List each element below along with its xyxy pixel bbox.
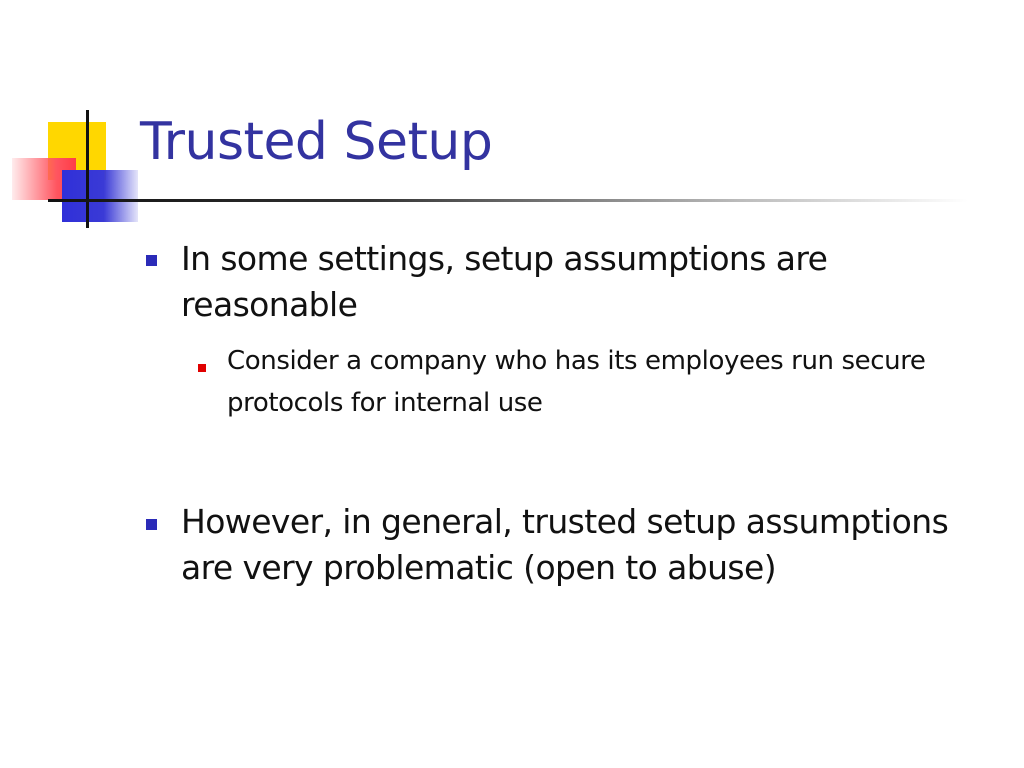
sub-bullet-1-icon <box>198 364 206 372</box>
bullet-2-icon <box>146 519 157 530</box>
bullet-2-text: However, in general, trusted setup assumptions are very problematic (open to abuse) <box>181 502 949 587</box>
bullet-1-icon <box>146 255 157 266</box>
sub-bullet-1-text: Consider a company who has its employees run secure protocols for internal use <box>227 346 926 418</box>
bullet-1-text: In some settings, setup assumptions are reasonable <box>181 239 828 324</box>
slide-title: Trusted Setup <box>140 112 493 172</box>
